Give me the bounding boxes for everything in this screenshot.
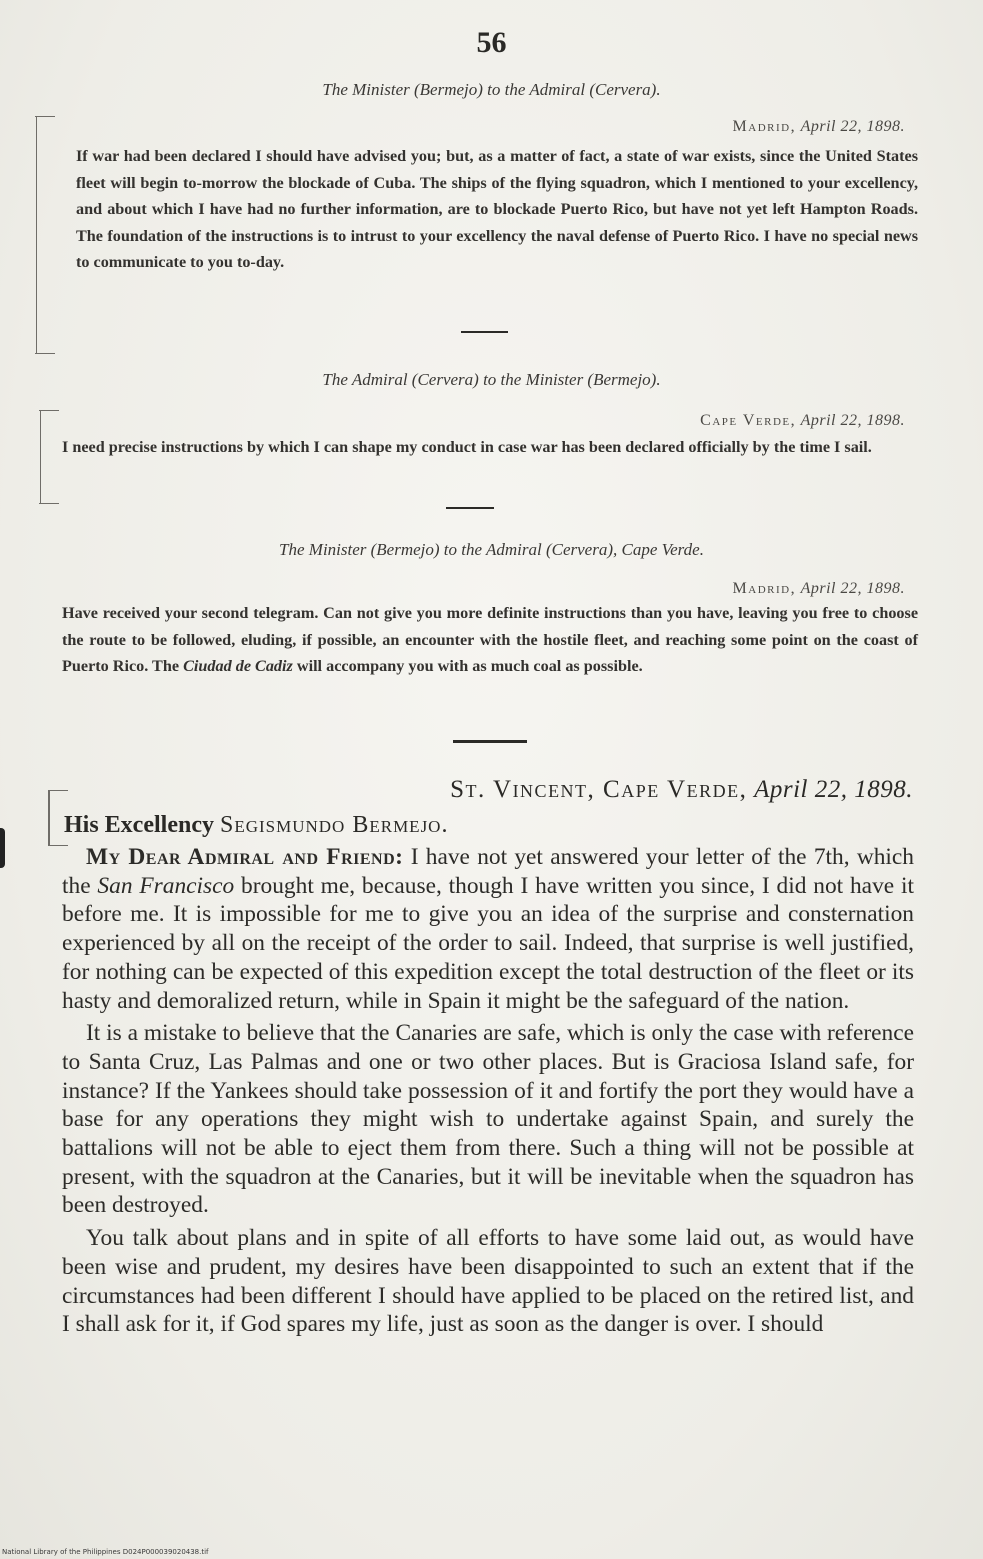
letter-body [62,843,914,1339]
section-divider-3 [453,740,527,743]
section-divider-1 [461,331,508,333]
margin-bracket-1 [36,116,37,354]
telegram-2-place: Cape Verde, [700,412,797,429]
letter-recipient [64,812,448,839]
letter-ship-name: San Francisco [97,872,235,899]
letter-paragraph-2: It is a mistake to believe that the Canaries are safe, which is only the case with reference to Santa Cruz, Las Palmas and one or two other places. But is Graciosa Island safe, for instance? If the Yankees should take possession of it and fortify the port they would have a base for any operations they might wish to undertake against Spain, and surely the battalions will not be able to eject them from there. Such a thing will not be possible at present, with the squadron at the Canaries, but it will be inevitable when the squadron has been destroyed. [62,1020,914,1219]
telegram-3-place: Madrid, [732,580,797,597]
telegram-1-heading: The Minister (Bermejo) to the Admiral (Cervera). [322,80,661,99]
letter-recipient-prefix: His Excellency [64,812,220,838]
letter-date: April 22, 1898. [754,776,913,803]
telegram-2-body: I need precise instructions by which I can shape my conduct in case war has been declared officially by the time I sail. [62,438,872,456]
margin-bracket-2 [40,410,41,504]
telegram-3-heading [0,540,983,560]
section-divider-2 [446,507,494,509]
telegram-3-heading-text: The Minister (Bermejo) to the Admiral (Cervera), Cape Verde. [279,540,704,559]
letter-paragraph-1 [62,843,914,1015]
letter-salutation: My Dear Admiral and Friend: [86,844,404,870]
telegram-1-body: If war had been declared I should have advised you; but, as a matter of fact, a state of war exists, since the United States fleet will begin to-morrow the blockade of Cuba. The ships of the flying squadron, which I mentioned to your excellency, and about which I have had no further information, are to blockade Puerto Rico, but have not yet left Hampton Roads. The foundation of the instructions is to intrust to your excellency the naval defense of Puerto Rico. I have no special news to communicate to you to-day. [76,147,918,271]
margin-bracket-3 [48,790,50,846]
telegram-3-date: April 22, 1898. [800,580,905,597]
letter-dateline [450,776,913,804]
letter-recipient-name: Segismundo Bermejo. [219,812,449,838]
telegram-3-ship-name: Ciudad de Cadiz [183,657,293,675]
scan-edge-mark [0,828,5,868]
letter-paragraph-3: You talk about plans and in spite of all efforts to have some laid out, as would have been wise and prudent, my desires have been disappointed to such an extent that if the circumstances had been different I should have applied to be placed on the retired list, and I shall ask for it, if God spares my life, just as soon as the danger is over. I should [62,1225,914,1338]
telegram-3-dateline [733,580,905,598]
telegram-3-body-before: Have received your second telegram. Can not give you more definite instructions than you have, leaving you free to choose the route to be followed, eluding, if possible, an encounter with the hostile fleet, and reaching some point on the coast of Puerto Rico. The [62,604,918,675]
letter-paragraph-1-b: brought me, because, though I have written you since, I did not have it before me. It is impossible for me to give you an idea of the surprise and consternation experienced by all on the receipt of the order to sail. Indeed, that surprise is well justified, for nothing can be expected of this expedition except the total destruction of the fleet or its hasty and demoralized return, while in Spain it might be the safeguard of the nation. [62,872,914,1014]
letter-paragraph-1-a: I have not yet answered your letter of the 7th, which the [62,844,914,899]
telegram-2-dateline [700,412,905,430]
telegram-1-date: April 22, 1898. [800,118,905,135]
telegram-1-dateline [733,118,905,136]
telegram-3-body-after: will accompany you with as much coal as possible. [292,657,643,675]
page-number: 56 [476,26,507,59]
letter-place: St. Vincent, Cape Verde, [450,776,748,803]
telegram-1-place: Madrid, [732,118,797,135]
telegram-2-date: April 22, 1898. [800,412,905,429]
telegram-3-body [62,600,918,680]
scan-footer: National Library of the Philippines D024P000039020438.tif [2,1548,209,1556]
telegram-2-heading: The Admiral (Cervera) to the Minister (Bermejo). [322,370,661,389]
